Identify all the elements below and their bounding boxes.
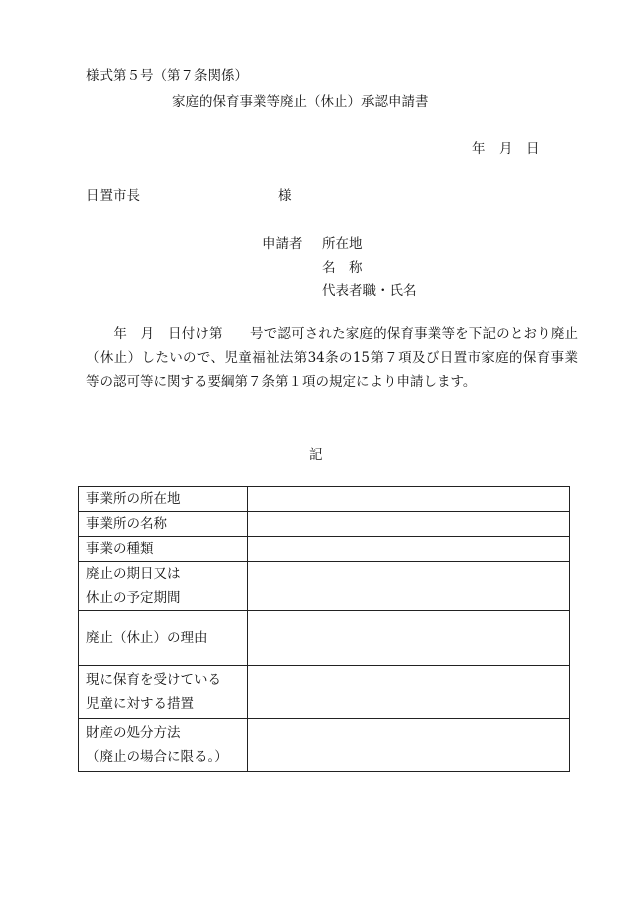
table-row — [79, 537, 570, 562]
table-row — [79, 611, 570, 666]
row-label-line: （廃止の場合に限る。） — [86, 749, 228, 765]
row-label — [79, 487, 248, 512]
row-label-line: 廃止の期日又は — [86, 566, 181, 582]
row-value-field[interactable] — [248, 537, 570, 562]
row-label-line: 現に保育を受けている — [86, 672, 221, 688]
applicant-representative-label: 代表者職・氏名 — [322, 283, 417, 299]
body-paragraph: 年 月 日付け第 号で認可された家庭的保育事業等を下記のとおり廃止（休止）したいので、児童福祉法第34条の15第７項及び日置市家庭的保育事業等の認可等に関する要綱第７条第１項の規定により申請します。 — [86, 326, 578, 390]
row-label-line: 事業の種類 — [86, 541, 154, 557]
row-label — [79, 611, 248, 666]
row-value-field[interactable] — [248, 719, 570, 772]
row-label — [79, 719, 248, 772]
row-label — [79, 537, 248, 562]
application-details-table — [78, 486, 570, 772]
row-value-field[interactable] — [248, 562, 570, 611]
table-row — [79, 719, 570, 772]
addressee-honorific: 様 — [278, 188, 292, 204]
date-line: 年 月 日 — [472, 141, 540, 157]
table-row — [79, 666, 570, 719]
row-label-line: 廃止（休止）の理由 — [86, 630, 208, 646]
note-heading: 記 — [309, 447, 323, 463]
row-label — [79, 512, 248, 537]
row-label-line: 事業所の所在地 — [86, 491, 181, 507]
applicant-address-label: 所在地 — [322, 236, 363, 252]
row-value-field[interactable] — [248, 666, 570, 719]
addressee-name: 日置市長 — [86, 188, 140, 204]
table-row — [79, 487, 570, 512]
row-label-line: 児童に対する措置 — [86, 696, 194, 712]
row-label-line: 財産の処分方法 — [86, 725, 181, 741]
row-label-line: 休止の予定期間 — [86, 590, 181, 606]
row-label — [79, 562, 248, 611]
table-row — [79, 512, 570, 537]
applicant-label: 申請者 — [262, 236, 303, 252]
row-value-field[interactable] — [248, 611, 570, 666]
applicant-name-label: 名 称 — [322, 260, 363, 276]
table-row — [79, 562, 570, 611]
row-label — [79, 666, 248, 719]
form-number: 様式第５号（第７条関係） — [86, 68, 248, 84]
document-title: 家庭的保育事業等廃止（休止）承認申請書 — [172, 94, 429, 110]
row-value-field[interactable] — [248, 487, 570, 512]
row-label-line: 事業所の名称 — [86, 516, 167, 532]
row-value-field[interactable] — [248, 512, 570, 537]
